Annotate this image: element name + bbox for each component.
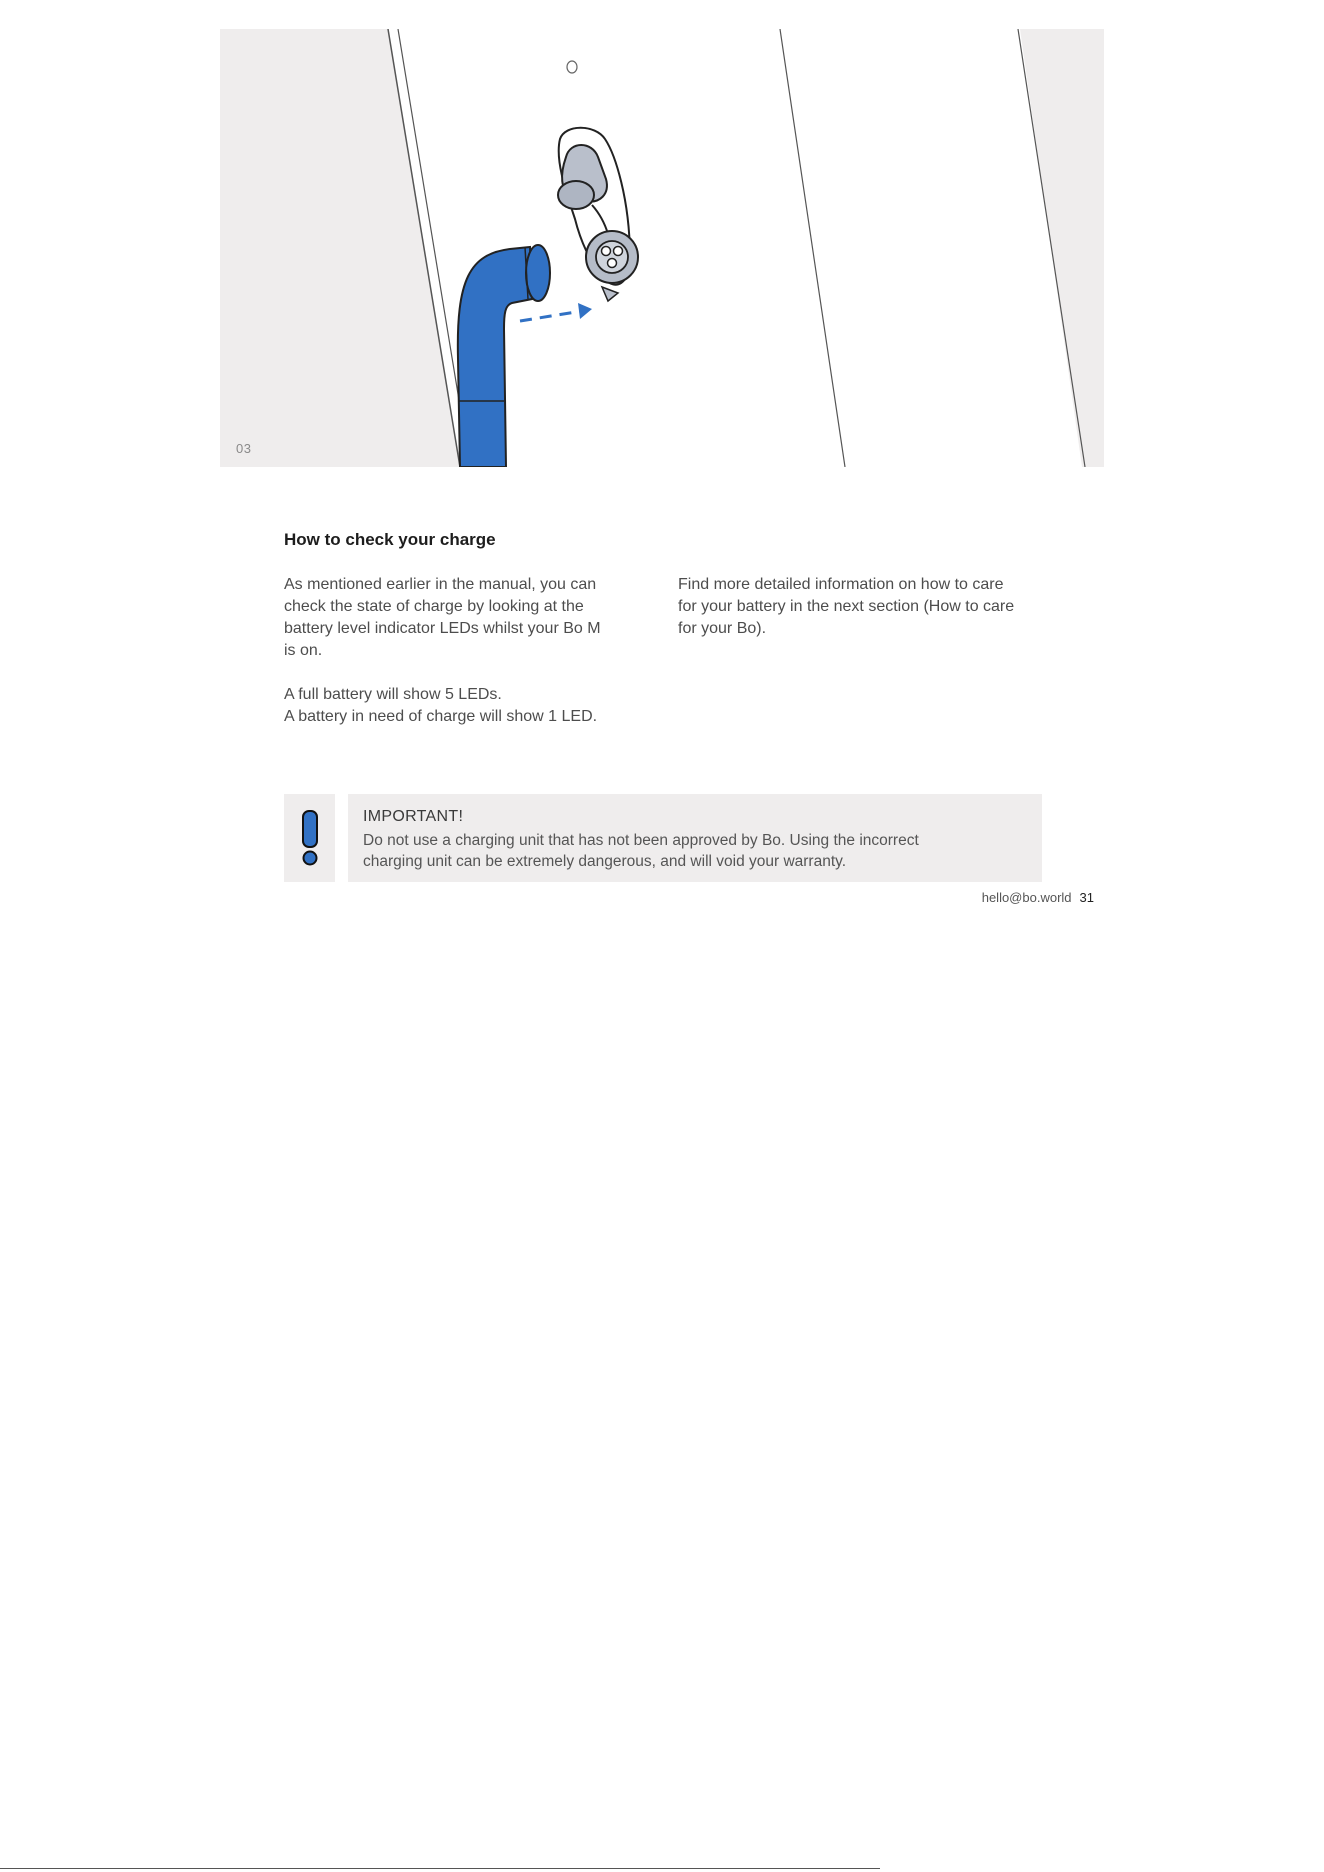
text-line: A full battery will show 5 LEDs. <box>284 686 502 703</box>
insert-arrow-head <box>578 303 592 319</box>
socket-tab <box>602 287 618 301</box>
text-line: As mentioned earlier in the manual, you can <box>284 576 597 593</box>
paragraph-check-charge <box>284 574 654 662</box>
frame-line <box>780 29 845 467</box>
hose-plug <box>526 245 550 301</box>
text-line: check the state of charge by looking at the <box>284 598 584 615</box>
charging-port-drawing <box>220 29 1104 467</box>
socket-pin <box>614 247 623 256</box>
right-panel <box>1020 29 1104 467</box>
screw-hole <box>567 61 577 73</box>
bottom-rule <box>0 1868 880 1869</box>
warning-text <box>363 830 1003 872</box>
page-number: 31 <box>1079 890 1094 905</box>
paragraph-led-count <box>284 684 654 728</box>
contact-email: hello@bo.world <box>981 890 1072 905</box>
warning-line: charging unit can be extremely dangerous, and will void your warranty. <box>363 853 847 870</box>
text-line: for your Bo). <box>678 620 767 637</box>
text-line: A battery in need of charge will show 1 LED. <box>284 708 598 725</box>
warning-title: IMPORTANT! <box>363 808 464 825</box>
text-line: is on. <box>284 642 323 659</box>
cap-knob <box>558 181 594 209</box>
socket-pin <box>602 247 611 256</box>
warning-line: Do not use a charging unit that has not been approved by Bo. Using the incorrect <box>363 832 919 849</box>
text-line: battery level indicator LEDs whilst your Bo M <box>284 620 601 637</box>
charging-illustration <box>220 29 1104 467</box>
socket-pin <box>608 259 617 268</box>
page-footer <box>982 890 1094 905</box>
text-line: Find more detailed information on how to care <box>678 576 1004 593</box>
insert-arrow-line <box>520 311 582 321</box>
warning-icon-box <box>284 794 335 882</box>
section-title: How to check your charge <box>284 530 496 549</box>
text-line: for your battery in the next section (How to care <box>678 598 1015 615</box>
step-number: 03 <box>236 441 252 456</box>
right-column <box>678 574 1058 662</box>
left-column <box>284 574 654 750</box>
charger-hose <box>458 247 532 467</box>
warning-box <box>348 794 1042 882</box>
paragraph-more-info <box>678 574 1058 640</box>
exclamation-icon <box>300 810 320 866</box>
